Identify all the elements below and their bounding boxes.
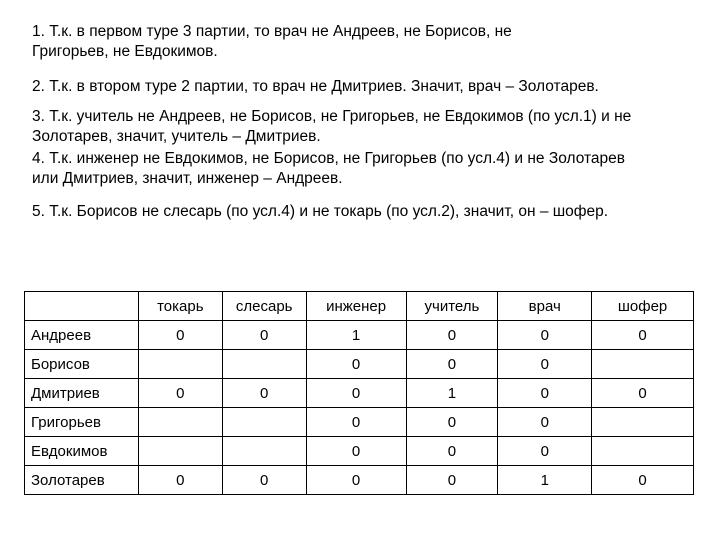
- paragraph-2: 2. Т.к. в втором туре 2 партии, то врач не Дмитриев. Значит, врач – Золотарев.: [32, 78, 599, 95]
- table-cell: [138, 437, 222, 466]
- table-cell: 0: [592, 466, 694, 495]
- table-row: [25, 379, 694, 408]
- paragraph-3: 3. Т.к. учитель не Андреев, не Борисов, не Григорьев, не Евдокимов (по усл.1) и не Золотарев, значит, учитель – Дмитриев.: [32, 108, 632, 145]
- header-corner: [25, 292, 139, 321]
- table-cell: 0: [222, 379, 306, 408]
- table-cell: 0: [138, 379, 222, 408]
- paragraph-1: 1. Т.к. в первом туре 3 партии, то врач не Андреев, не Борисов, не Григорьев, не Евдокимов.: [32, 23, 512, 60]
- table-cell: 0: [406, 350, 498, 379]
- table-cell: 0: [406, 408, 498, 437]
- logic-table: [24, 291, 694, 495]
- table-cell: 0: [306, 350, 406, 379]
- table-cell: 0: [306, 437, 406, 466]
- table-cell: [222, 408, 306, 437]
- row-name: Григорьев: [25, 408, 139, 437]
- table-cell: 0: [498, 437, 592, 466]
- table-cell: 0: [498, 321, 592, 350]
- table-cell: 0: [222, 466, 306, 495]
- table-cell: 0: [138, 466, 222, 495]
- table-row: [25, 350, 694, 379]
- table-cell: [592, 350, 694, 379]
- header-slesar: слесарь: [222, 292, 306, 321]
- table-cell: 1: [306, 321, 406, 350]
- table-row: [25, 408, 694, 437]
- table-cell: 0: [406, 437, 498, 466]
- table-cell: [222, 350, 306, 379]
- table-cell: 0: [306, 408, 406, 437]
- table-cell: 0: [306, 466, 406, 495]
- table-cell: 0: [406, 466, 498, 495]
- table-cell: 0: [222, 321, 306, 350]
- table-header-row: [25, 292, 694, 321]
- table-cell: 0: [406, 321, 498, 350]
- table-cell: [138, 408, 222, 437]
- table-cell: 0: [592, 321, 694, 350]
- table-row: [25, 466, 694, 495]
- table-cell: 1: [498, 466, 592, 495]
- row-name: Андреев: [25, 321, 139, 350]
- header-vrach: врач: [498, 292, 592, 321]
- table-cell: 0: [498, 379, 592, 408]
- row-name: Дмитриев: [25, 379, 139, 408]
- row-name: Евдокимов: [25, 437, 139, 466]
- table-cell: [222, 437, 306, 466]
- table-cell: 1: [406, 379, 498, 408]
- table-cell: [592, 408, 694, 437]
- table-row: [25, 321, 694, 350]
- table-cell: 0: [498, 408, 592, 437]
- header-tokar: токарь: [138, 292, 222, 321]
- table-row: [25, 437, 694, 466]
- header-inzhener: инженер: [306, 292, 406, 321]
- table-cell: [138, 350, 222, 379]
- table-cell: 0: [498, 350, 592, 379]
- table-cell: 0: [138, 321, 222, 350]
- table-cell: 0: [306, 379, 406, 408]
- paragraph-5: 5. Т.к. Борисов не слесарь (по усл.4) и не токарь (по усл.2), значит, он – шофер.: [32, 203, 609, 220]
- row-name: Борисов: [25, 350, 139, 379]
- table-cell: 0: [592, 379, 694, 408]
- row-name: Золотарев: [25, 466, 139, 495]
- header-shofer: шофер: [592, 292, 694, 321]
- table-cell: [592, 437, 694, 466]
- paragraph-4: 4. Т.к. инженер не Евдокимов, не Борисов, не Григорьев (по усл.4) и не Золотарев или Дмитриев, значит, инженер – Андреев.: [32, 150, 625, 187]
- header-uchitel: учитель: [406, 292, 498, 321]
